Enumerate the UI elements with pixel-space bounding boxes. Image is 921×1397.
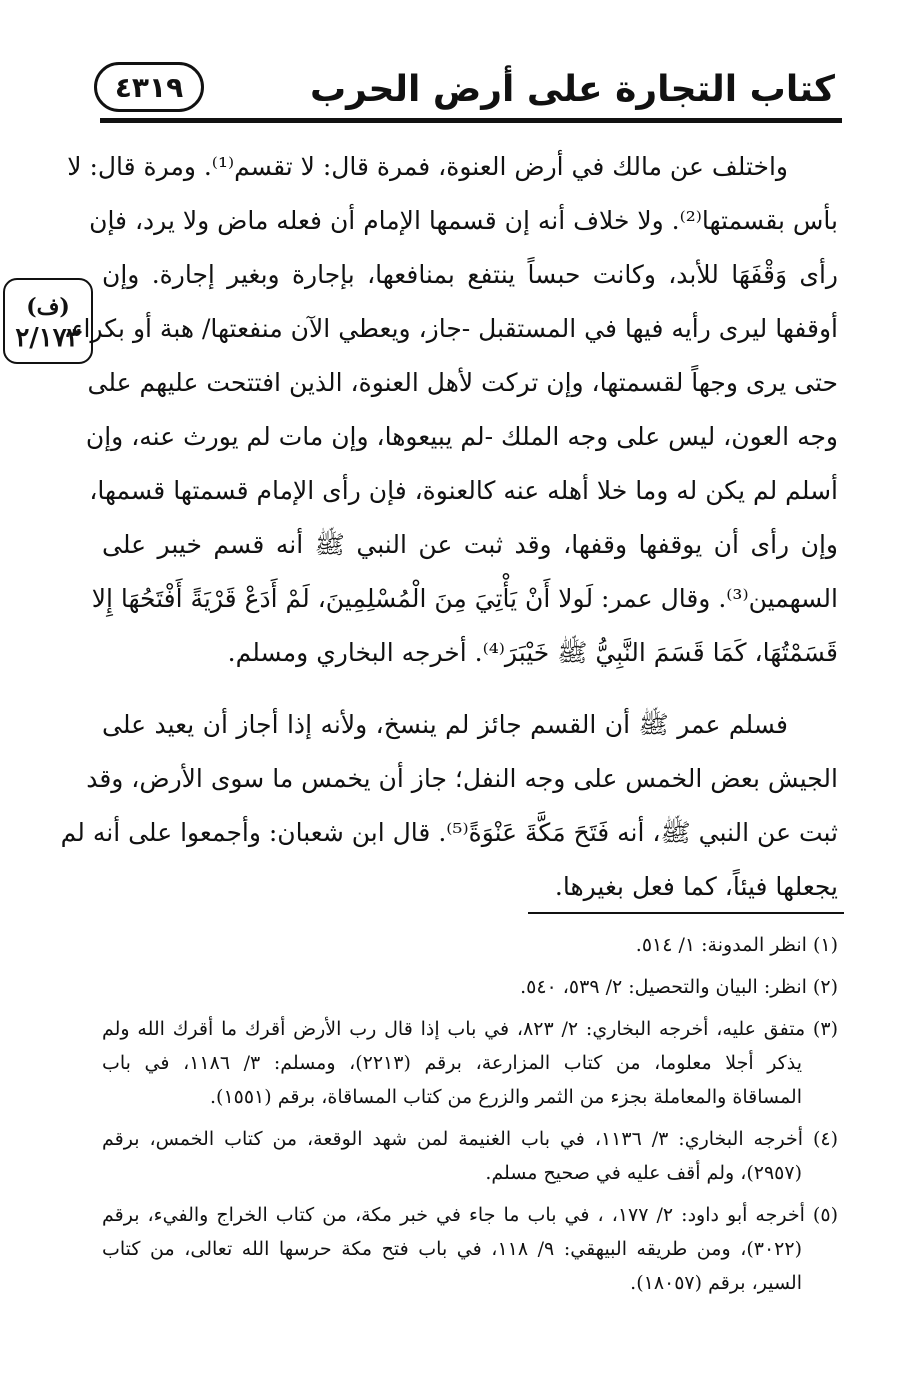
footnote-line: (٢) انظر: البيان والتحصيل: ٢/ ٥٣٩، ٥٤٠.	[520, 976, 838, 998]
paragraph-gap	[102, 680, 838, 698]
footnotes	[102, 928, 838, 1300]
margin-reference-label: (ف)	[26, 294, 70, 320]
page-number: ٤٣١٩	[114, 70, 184, 104]
footnote-line: (٤) أخرجه البخاري: ٣/ ١١٣٦، في باب الغنيمة لمن شهد الوقعة، من كتاب الخمس، برقم	[102, 1128, 838, 1150]
footnote-line: المساقاة والمعاملة بجزء من الثمر والزرع من كتاب المساقاة، برقم (١٥٥١).	[209, 1086, 802, 1108]
text-line: فسلم عمر ﷺ أن القسم جائز لم ينسخ، ولأنه إذا أجاز أن يعيد على	[102, 710, 788, 739]
footnote-line: يذكر أجلا معلوما، من كتاب المزارعة، برقم (٢٢١٣)، ومسلم: ٣/ ١١٨٦، في باب	[102, 1052, 802, 1074]
header-rule	[100, 118, 842, 123]
text-line: حتى يرى وجهاً لقسمتها، وإن تركت لأهل العنوة، الذين افتتحت عليهم على	[87, 368, 838, 397]
text-line: يجعلها فيئاً، كما فعل بغيرها.	[554, 872, 838, 901]
footnote	[102, 1122, 838, 1190]
footnote-gap	[102, 1114, 838, 1122]
footnote-line: (٢٩٥٧)، ولم أقف عليه في صحيح مسلم.	[485, 1162, 802, 1184]
text-line: ثبت عن النبي ﷺ، أنه فَتَحَ مَكَّةَ عَنْوَةً⁽⁵⁾. قال ابن شعبان: وأجمعوا على أنه لم	[60, 818, 838, 847]
footnote	[102, 970, 838, 1004]
footnote-line: السير، برقم (١٨٠٥٧).	[630, 1272, 802, 1294]
paragraph	[63, 140, 838, 680]
text-line: واختلف عن مالك في أرض العنوة، فمرة قال: لا تقسم⁽¹⁾. ومرة قال: لا	[67, 152, 788, 181]
text-line: وجه العون، ليس على وجه الملك -لم يبيعوها، وإن مات لم يورث عنه، وإن	[85, 422, 838, 451]
footnote-gap	[102, 962, 838, 970]
footnote	[102, 928, 838, 962]
margin-reference-value: ٢/١٧٣	[15, 323, 81, 353]
chapter-title: كتاب التجارة على أرض الحرب	[309, 69, 835, 110]
footnote-line: (٥) أخرجه أبو داود: ٢/ ١٧٧، ، في باب ما جاء في خبر مكة، من كتاب الخراج والفيء، برقم	[102, 1204, 838, 1226]
text-line: أوقفها ليرى رأيه فيها في المستقبل -جاز، ويعطي الآن منفعتها/ هبة أو بكراء،	[63, 314, 838, 343]
text-line: وإن رأى أن يوقفها وقفها، وقد ثبت عن النبي ﷺ أنه قسم خيبر على	[102, 530, 838, 559]
paragraph	[60, 698, 838, 914]
footnote-line: (٣٠٢٢)، ومن طريقه البيهقي: ٩/ ١١٨، في باب فتح مكة حرسها الله تعالى، من كتاب	[102, 1238, 802, 1260]
footnote-gap	[102, 1004, 838, 1012]
text-line: السهمين⁽³⁾. وقال عمر: لَولا أَنْ يَأْتِيَ مِنَ الْمُسْلِمِينَ، لَمْ أَدَعْ قَرْيَةً أَفْتَحُهَا إِلا	[91, 584, 838, 613]
body-text	[60, 140, 838, 914]
page-number-badge	[94, 62, 204, 112]
footnote-rule	[528, 912, 844, 914]
footnote-line: (٣) متفق عليه، أخرجه البخاري: ٢/ ٨٢٣، في باب إذا قال رب الأرض أقرك ما أقرك الله ولم	[102, 1018, 838, 1040]
footnote-line: (١) انظر المدونة: ١/ ٥١٤.	[635, 934, 838, 956]
text-line: أسلم لم يكن له وما خلا أهله عنه كالعنوة، فإن رأى الإمام قسمتها قسمها،	[89, 476, 838, 505]
footnote	[102, 1198, 838, 1300]
footnote	[102, 1012, 838, 1114]
footnote-gap	[102, 1190, 838, 1198]
text-line: بأس بقسمتها⁽²⁾. ولا خلاف أنه إن قسمها الإمام أن فعله ماض ولا يرد، فإن	[89, 206, 838, 235]
text-line: رأى وَقْفَهَا للأبد، وكانت حبساً ينتفع بمنافعها، بإجارة وبغير إجارة. وإن	[102, 260, 838, 289]
text-line: قَسَمْتُهَا، كَمَا قَسَمَ النَّبِيُّ ﷺ خَيْبَرَ⁽⁴⁾. أخرجه البخاري ومسلم.	[227, 638, 838, 667]
text-line: الجيش بعض الخمس على وجه النفل؛ جاز أن يخمس ما سوى الأرض، وقد	[86, 764, 838, 793]
